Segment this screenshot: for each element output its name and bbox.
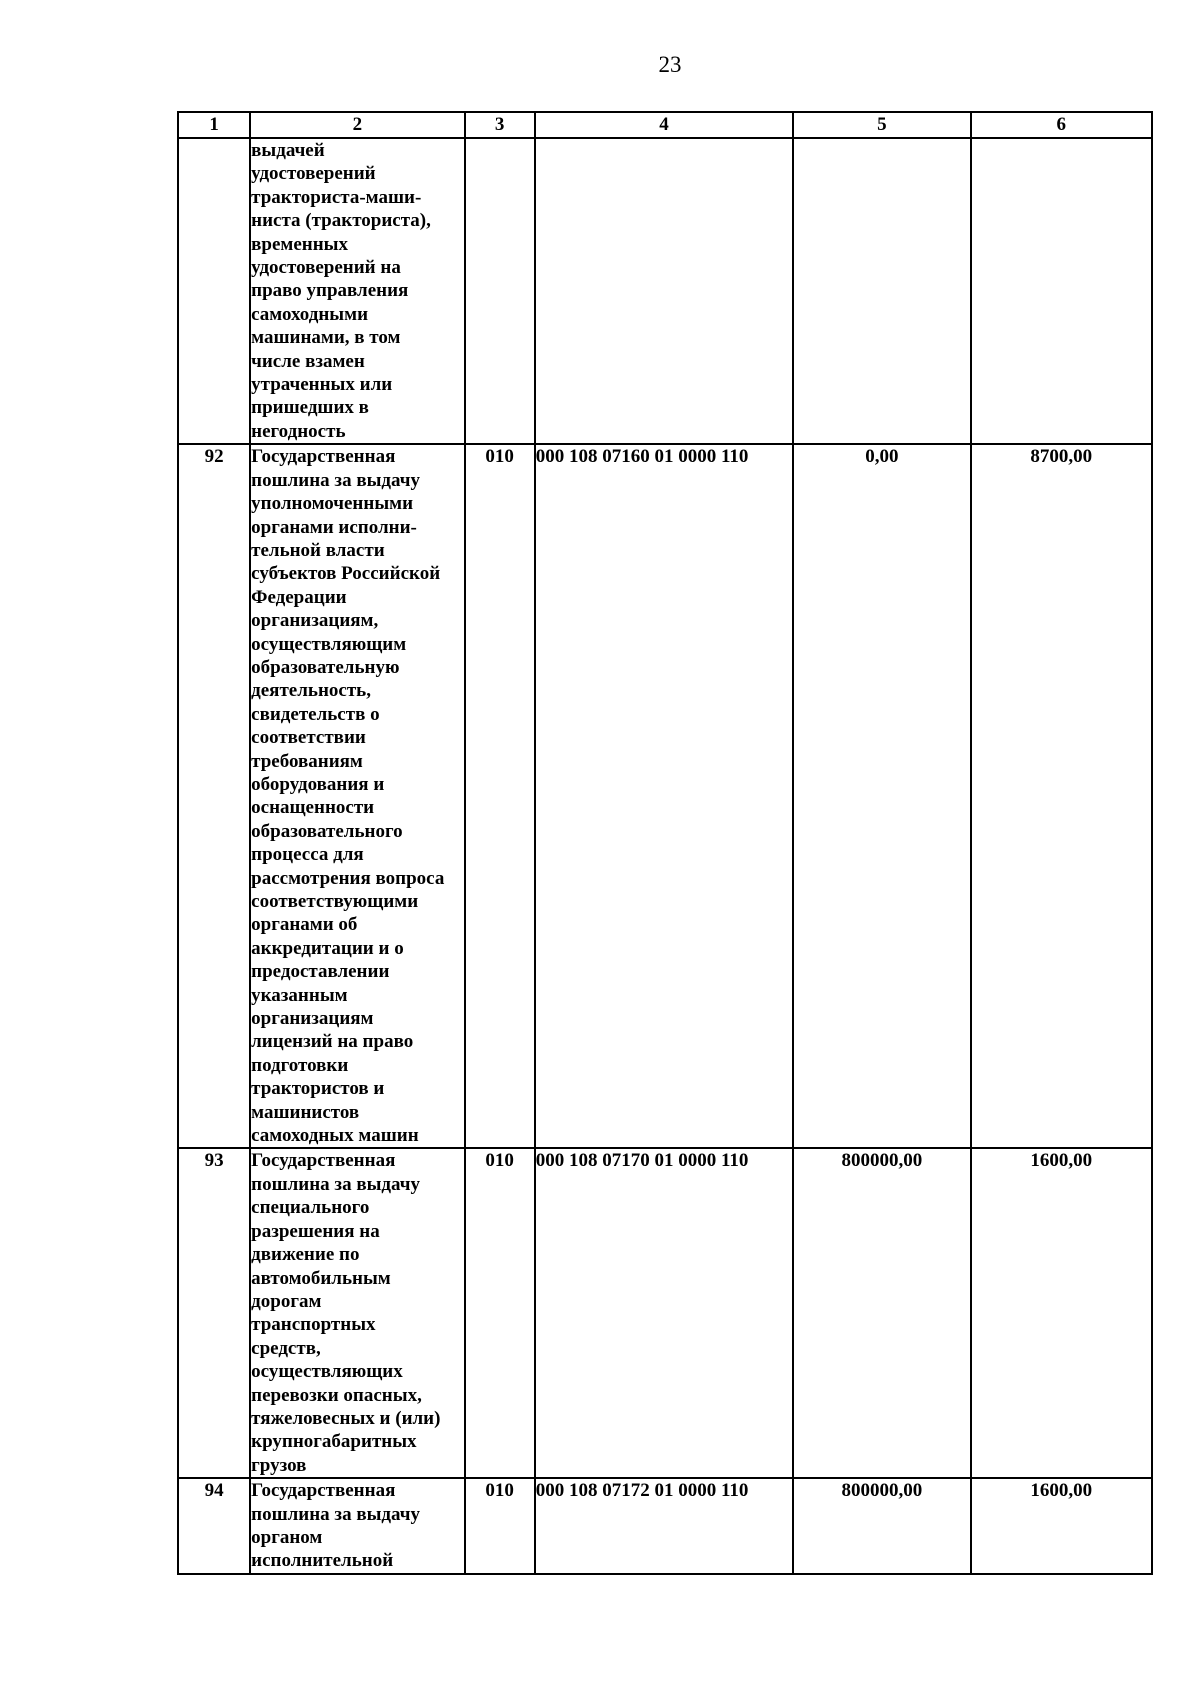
description-line: организациям, [251, 610, 379, 632]
budget-code-cell: 000 108 07170 01 0000 110 [535, 1148, 794, 1478]
description-line: выдачей [251, 140, 325, 161]
header-col-2: 2 [250, 112, 464, 138]
header-col-5: 5 [793, 112, 970, 138]
description-line: удостоверений [251, 163, 376, 185]
description-line: негодность [251, 420, 346, 442]
table-row [178, 138, 1152, 444]
description-cell [250, 444, 464, 1148]
description-line: организациям [251, 1008, 374, 1030]
budget-table [177, 111, 1153, 1575]
description-line: разрешения на [251, 1220, 380, 1242]
row-number-cell: 94 [178, 1478, 250, 1574]
description-cell [250, 138, 464, 444]
description-line: удостоверений на [251, 257, 401, 279]
table-row [178, 1478, 1152, 1574]
description-line: машинистов [251, 1101, 360, 1123]
description-line: грузов [251, 1454, 307, 1476]
description-line: лицензий на право [251, 1031, 414, 1053]
description-line: специального [251, 1197, 370, 1219]
description-line: Государственная [251, 1480, 396, 1502]
description-line: числе взамен [251, 350, 365, 372]
row-number-cell: 93 [178, 1148, 250, 1478]
description-line: Государственная [251, 446, 396, 468]
row-number-cell [178, 138, 250, 444]
description-line: соответствии [251, 727, 366, 749]
header-row [178, 112, 1152, 138]
description-line: пошлина за выдачу [251, 1503, 420, 1525]
description-line: требованиям [251, 750, 363, 772]
description-line: осуществляющим [251, 633, 407, 655]
budget-code-cell: 000 108 07160 01 0000 110 [535, 444, 794, 1148]
description-line: трактористов и [251, 1078, 385, 1100]
header-col-6: 6 [971, 112, 1152, 138]
description-line: деятельность, [251, 680, 371, 702]
table-row [178, 444, 1152, 1148]
description-line: органом [251, 1526, 323, 1548]
description-line: тяжеловесных и (или) [251, 1407, 441, 1429]
description-line: субъектов Российской [251, 563, 441, 585]
description-text [251, 1149, 463, 1477]
amount-col6-cell: 1600,00 [971, 1148, 1152, 1478]
description-line: органами об [251, 914, 358, 936]
description-line: оснащенности [251, 797, 375, 819]
row-number-cell: 92 [178, 444, 250, 1148]
budget-code-cell: 000 108 07172 01 0000 110 [535, 1478, 794, 1574]
header-col-3: 3 [465, 112, 535, 138]
description-line: крупногабаритных [251, 1431, 417, 1453]
description-text [251, 139, 463, 443]
description-line: временных [251, 233, 349, 255]
description-line: машинами, в том [251, 327, 401, 349]
description-line: оборудования и [251, 773, 385, 795]
description-line: движение по [251, 1244, 360, 1266]
description-line: образовательного [251, 820, 403, 842]
description-line: автомобильным [251, 1267, 391, 1289]
page-number: 23 [658, 52, 682, 77]
description-text [251, 445, 463, 1147]
description-line: свидетельств о [251, 703, 380, 725]
description-line: указанным [251, 984, 348, 1006]
description-line: ниста (тракториста), [251, 210, 431, 232]
description-line: уполномоченными [251, 493, 414, 515]
amount-col5-cell: 800000,00 [793, 1148, 970, 1478]
description-line: органами исполни- [251, 516, 417, 538]
description-line: перевозки опасных, [251, 1384, 422, 1406]
description-cell [250, 1478, 464, 1574]
description-line: самоходных машин [251, 1125, 419, 1147]
description-line: пошлина за выдачу [251, 469, 420, 491]
description-line: право управления [251, 280, 409, 302]
description-line: исполнительной [251, 1550, 394, 1572]
admin-code-cell [465, 138, 535, 444]
amount-col5-cell: 800000,00 [793, 1478, 970, 1574]
description-line: Федерации [251, 586, 347, 608]
description-line: подготовки [251, 1054, 349, 1076]
description-line: дорогам [251, 1290, 322, 1312]
admin-code-cell: 010 [465, 1478, 535, 1574]
description-line: пошлина за выдачу [251, 1173, 420, 1195]
description-line: транспортных [251, 1314, 376, 1336]
description-line: осуществляющих [251, 1361, 403, 1383]
amount-col6-cell [971, 138, 1152, 444]
table-body [178, 138, 1152, 1574]
table-row [178, 1148, 1152, 1478]
description-line: самоходными [251, 303, 369, 325]
description-line: процесса для [251, 844, 364, 866]
header-col-1: 1 [178, 112, 250, 138]
amount-col6-cell: 8700,00 [971, 444, 1152, 1148]
description-line: рассмотрения вопроса [251, 867, 445, 889]
header-col-4: 4 [535, 112, 794, 138]
admin-code-cell: 010 [465, 444, 535, 1148]
description-text [251, 1479, 463, 1573]
admin-code-cell: 010 [465, 1148, 535, 1478]
description-line: Государственная [251, 1150, 396, 1172]
amount-col6-cell: 1600,00 [971, 1478, 1152, 1574]
description-line: средств, [251, 1337, 321, 1359]
description-line: аккредитации и о [251, 937, 404, 959]
description-line: образовательную [251, 656, 400, 678]
description-line: утраченных или [251, 374, 393, 396]
description-line: тракториста-маши- [251, 186, 422, 208]
amount-col5-cell [793, 138, 970, 444]
description-line: предоставлении [251, 961, 390, 983]
amount-col5-cell: 0,00 [793, 444, 970, 1148]
budget-code-cell [535, 138, 794, 444]
description-cell [250, 1148, 464, 1478]
description-line: соответствующими [251, 891, 419, 912]
description-line: тельной власти [251, 539, 385, 561]
description-line: пришедших в [251, 397, 369, 419]
